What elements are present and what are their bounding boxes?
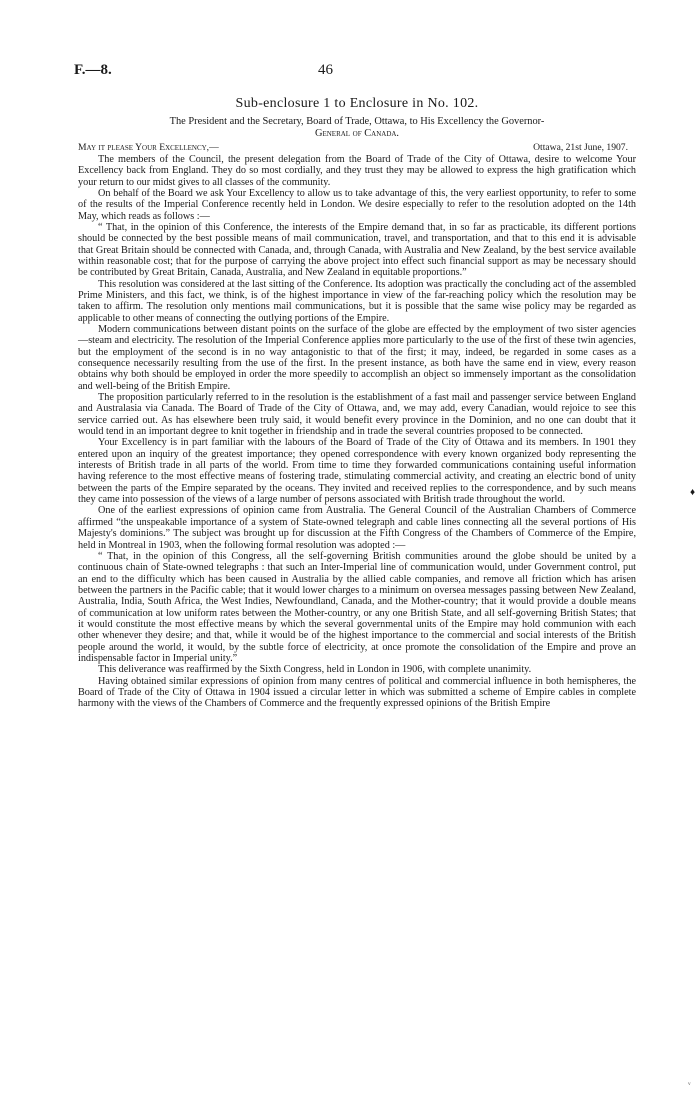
addressee-line-1: The President and the Secretary, Board of Trade, Ottawa, to His Excellency the Governor- [169,116,545,127]
paragraph-australian-opinion: One of the earliest expressions of opinion came from Australia. The General Council of the Australian Chambers of Commerce affirmed “the unspeakable importance of a system of State-owned telegraph and cable lines connecting all the several portions of His Majesty's dominions.” The subject was brought up for discussion at the Fifth Congress of the Chambers of Commerce of the Empire, held in Montreal in 1903, when the following formal resolution was adopted :— [78,505,636,551]
corner-mark: ᵥ [688,1076,691,1086]
letter-body [78,154,636,710]
paragraph-conference-resolution-quote: “ That, in the opinion of this Conference, the interests of the Empire demand that, in so far as practicable, its different portions should be connected by the best possible means of mail communication, travel, and transportation, and that to this end it is advisable that Great Britain should be connected with Canada, and, through Canada, with Australia and New Zealand, by the best service available within reasonable cost; that for the purpose of carrying the above project into effect such financial support as may be necessary should be contributed by Great Britain, Canada, Australia, and New Zealand in equitable proportions.” [78,221,636,279]
salutation-row [78,142,636,154]
paragraph-conference-reference: On behalf of the Board we ask Your Excellency to allow us to take advantage of this, the very earliest opportunity, to refer to some of the results of the Imperial Conference recently held in London. We desire especially to refer to the resolution adopted on the 14th May, which reads as follows :— [78,187,636,222]
paragraph-reaffirmation: This deliverance was reaffirmed by the Sixth Congress, held in London in 1906, with complete unanimity. [98,664,532,676]
document-page [74,62,636,710]
page-reference: F.—8. [74,62,112,78]
addressee-line-2: General of Canada. [314,128,400,140]
paragraph-modern-communications: Modern communications between distant points on the surface of the globe are effected by the employment of two sister agencies—steam and electricity. The resolution of the Imperial Conference applies more particularly to the use of the first of these twin agencies, but the employment of the second is in no way antagonistic to that of the first; it may, indeed, be regarded in some cases as a consequence necessarily resulting from the use of the first. In the present instance, as both have the same end in view, every reason obtains why both should be employed in order the more speedily to accomplish an object so immensely important as the consolidation and well-being of the British Empire. [78,323,636,392]
running-header [74,62,636,88]
paragraph-congress-resolution-quote: “ That, in the opinion of this Congress, all the self-governing British communities around the globe should be united by a continuous chain of State-owned telegraphs : that such an Inter-Imperial line of communication would, under Government control, put an end to the difficulty which has been caused in Australia by the allied cable companies, and remove all friction which has arisen between the partners in the Pacific cable; that it would lower charges to a minimum on oversea messages passing between New Zealand, Australia, India, South Africa, the West Indies, Newfoundland, Canada, and the Mother-country; that it would provide a double means of communication at low uniform rates between the Mother-country, or any one British State, and all self-governing British States; that it would constitute the most effective means by which the several governmental units of the Empire may hold communion with each other whenever they desire; and that, while it would be of the highest importance to the commercial and social interests of the British people around the world, it would, by the subtle force of electricity, at once promote the consolidation of the Empire and prove an indispensable factor in Imperial unity.” [78,550,636,664]
paragraph-welcome: The members of the Council, the present delegation from the Board of Trade of the City of Ottawa, desire to welcome Your Excellency back from England. They do so most cordially, and they trust they may be allowed to express the high gratification which your return to our midst gives to all classes of the community. [78,153,636,188]
paragraph-board-labours: Your Excellency is in part familiar with the labours of the Board of Trade of the City of Ottawa and its members. In 1901 they entered upon an inquiry of the greatest importance; they opened correspondence with every known organized body representing the interests of British trade in all parts of the world. From time to time they forwarded communications containing useful information having reference to the most effective means of fostering trade, stimulating commercial activity, and creating an electric bond of unity between the parts of the Empire separated by the oceans. They invited and received replies to the correspondence, and by such means they came into possession of the views of a large number of persons associated with British trade throughout the world. [78,437,636,506]
margin-mark: ♦ [690,487,696,498]
salutation: May it please Your Excellency,— [78,141,219,153]
paragraph-circular-letter: Having obtained similar expressions of opinion from many centres of political and commercial influence in both hemispheres, the Board of Trade of the City of Ottawa in 1904 issued a circular letter in which was submitted a scheme of Empire cables in complete harmony with the views of the Chambers of Commerce and the frequently expressed opinions of the British Empire [78,675,636,710]
paragraph-resolution-importance: This resolution was considered at the last sitting of the Conference. Its adoption was practically the concluding act of the assembled Prime Ministers, and this fact, we think, is of the highest importance in view of the far-reaching policy which the resolution may be taken to affirm. The resolution only mentions mail communications, but it is possible that the same wise policy may be regarded as applicable to other means of connecting the outlying portions of the Empire. [78,278,636,324]
paragraph-fast-mail-service: The proposition particularly referred to in the resolution is the establishment of a fast mail and passenger service between England and Australasia via Canada. The Board of Trade of the City of Ottawa, and, we may add, every Canadian, would rejoice to see this service carried out. As has elsewhere been truly said, it would benefit every province in the Dominion, and no one can doubt that it would tend in an important degree to knit together in friendship and in trade the several countries proposed to be connected. [78,392,636,438]
dateline: Ottawa, 21st June, 1907. [533,141,628,153]
enclosure-title: Sub-enclosure 1 to Enclosure in No. 102. [235,96,479,111]
page-number: 46 [318,62,333,78]
